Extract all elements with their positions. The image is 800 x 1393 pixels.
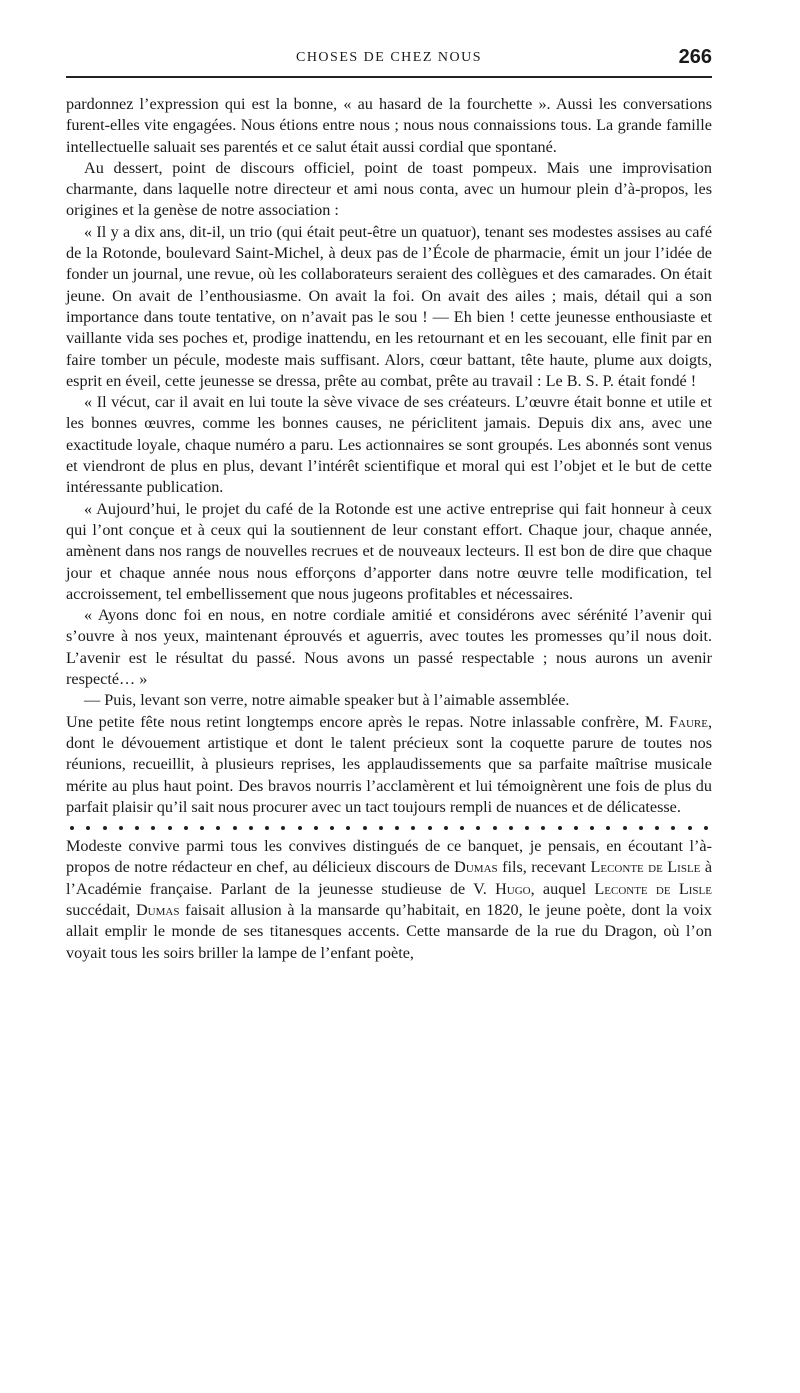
faure-text-after: , dont le dévouement artistique et dont le talent précieux sont la coquette parure de toutes nos réunions, recueillit, à plusieurs reprises, les applaudissements que sa parfaite maîtrise musicale mérite au plus haut point. Des bravos nourris l’acclamèrent et lui témoignèrent une fois de plus du parfait plaisir qu’il sait nous procurer avec un tact toujours rempli de nuances et de délicatesse. <box>66 712 712 816</box>
final-text-2: fils, recevant <box>497 858 591 877</box>
body-text <box>66 94 712 964</box>
name-hugo: Hugo <box>495 879 531 898</box>
final-text-3: à l’Académie française. Parlant de la jeunesse studieuse de V. <box>66 858 713 898</box>
paragraph-final <box>66 836 712 964</box>
speech-paragraph-4: « Ayons donc foi en nous, en notre cordiale amitié et considérons avec sérénité l’avenir qui s’ouvre à nos yeux, maintenant éprouvés et aguerris, avec toutes les promesses qu’il nous doit. L’avenir est le résultat du passé. Nous avons un passé respectable ; nous aurons un avenir respecté… » <box>66 606 712 689</box>
paragraph-dessert: Au dessert, point de discours officiel, point de toast pompeux. Mais une improvisation charmante, dans laquelle notre directeur et ami nous conta, avec un humour plein d’à-propos, les origines et la genèse de notre association : <box>66 158 712 220</box>
name-leconte-de-lisle: Leconte de Lisle <box>590 858 701 877</box>
paragraph-faure <box>66 712 712 818</box>
faure-text-before: Une petite fête nous retint longtemps encore après le repas. Notre inlassable confrère, M. <box>66 712 669 731</box>
header-rule <box>66 76 712 78</box>
speech-paragraph-1: « Il y a dix ans, dit-il, un trio (qui était peut-être un quatuor), tenant ses modestes assises au café de la Rotonde, boulevard Saint-Michel, à deux pas de l’École de pharmacie, émit un jour l’idée de fonder un journal, une revue, où les collaborateurs seraient des collègues et des camarades. On était jeune. On avait de l’enthousiasme. On avait la foi. On avait des ailes ; mais, détail qui a son importance dans toute tentative, on n’avait pas le sou ! — Eh bien ! cette jeunesse enthousiaste et vaillante vida ses poches et, prodige inattendu, en les retournant et en les secouant, elle finit par en faire tomber un pécule, modeste mais suffisant. Alors, cœur battant, tête haute, plume aux doigts, esprit en éveil, cette jeunesse se dressa, prête au combat, prête au travail : Le B. S. P. était fondé ! <box>66 222 712 390</box>
final-text-6: faisait allusion à la mansarde qu’habitait, en 1820, le jeune poète, dont la voix allait emplir le monde de ses titanesques accents. Cette mansarde de la rue du Dragon, où l’on voyait tous les soirs briller la lampe de l’enfant poète, <box>66 900 712 962</box>
speech-paragraph-3: « Aujourd’hui, le projet du café de la Rotonde est une active entreprise qui fait honneur à ceux qui l’ont conçue et à ceux qui la soutiennent de leur constant effort. Chaque jour, chaque année, amènent dans nos rangs de nouvelles recrues et de nouveaux lecteurs. Il est bon de dire que chaque jour et chaque année nous nous efforçons d’apporter dans notre œuvre telle modification, tel accroissement, tel embellissement que nous jugeons profitables et nécessaires. <box>66 499 712 603</box>
name-faure: Faure <box>669 712 708 731</box>
page-number: 266 <box>678 46 712 68</box>
running-head: CHOSES DE CHEZ NOUS <box>295 50 482 65</box>
name-dumas-2: Dumas <box>135 900 180 919</box>
section-divider-dots <box>66 818 712 836</box>
page-header <box>66 40 712 76</box>
name-leconte-de-lisle-2: Leconte de Lisle <box>594 879 712 898</box>
final-text-5: succédait, <box>66 900 136 919</box>
speech-paragraph-2: « Il vécut, car il avait en lui toute la sève vivace de ses créateurs. L’œuvre était bonne et utile et les bonnes œuvres, comme les bonnes causes, ne périclitent jamais. Depuis dix ans, avec une exactitude loyale, chaque numéro a paru. Les actionnaires se sont groupés. Les abonnés sont venus et viendront de plus en plus, devant l’intérêt scientifique et moral qui est l’objet et le but de cette intéressante publication. <box>66 393 712 497</box>
final-text-1: Modeste convive parmi tous les convives distingués de ce banquet, je pensais, en écoutant l’à-propos de notre rédacteur en chef, au délicieux discours de <box>66 837 712 877</box>
final-text-4: , auquel <box>530 879 595 898</box>
paragraph-toast: — Puis, levant son verre, notre aimable speaker but à l’aimable assemblée. <box>84 691 570 710</box>
book-page <box>66 40 712 964</box>
name-dumas: Dumas <box>454 858 498 877</box>
paragraph-continuation: pardonnez l’expression qui est la bonne, « au hasard de la fourchette ». Aussi les conversations furent-elles vite engagées. Nous étions entre nous ; nous nous connaissions tous. La grande famille intellectuelle saluait ses parentés et ce salut était aussi cordial que spontané. <box>66 95 712 156</box>
